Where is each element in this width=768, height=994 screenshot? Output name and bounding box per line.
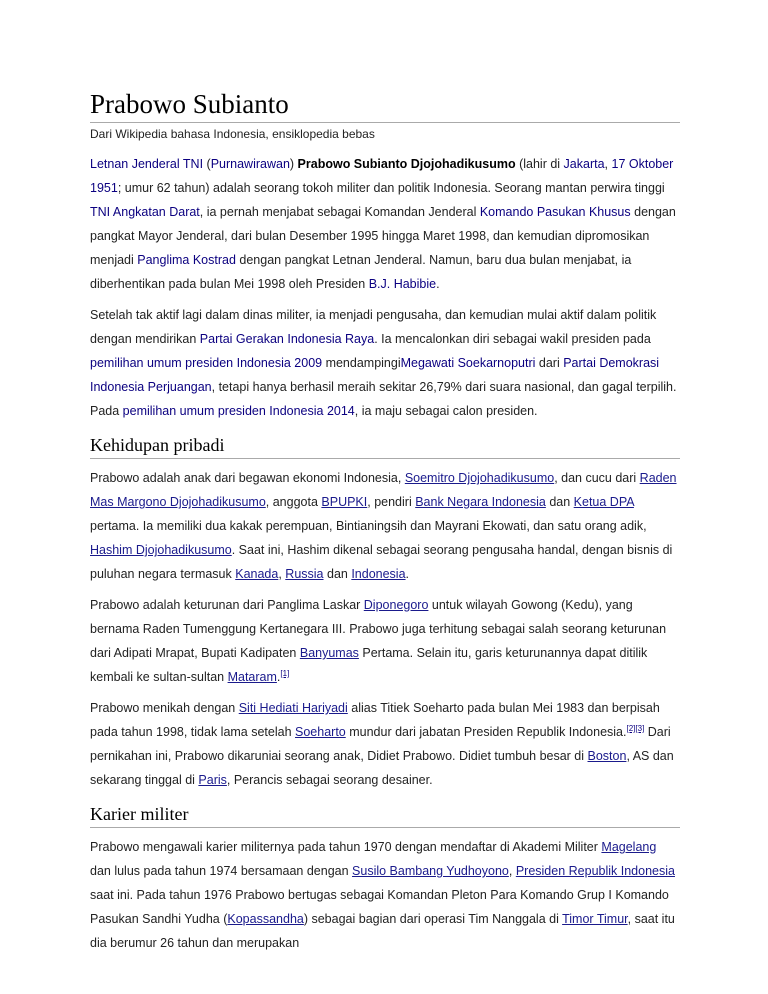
text: mundur dari jabatan Presiden Republik Indonesia. xyxy=(345,725,627,739)
text: , tetapi hanya berhasil meraih sekitar 26,79% dari suara nasional, dan gagal terpilih. Pada xyxy=(90,380,677,418)
section2-paragraph-1 xyxy=(90,835,680,955)
text: dengan pangkat Mayor Jenderal, dari bulan Desember 1995 hingga Maret 1998, dan kemudian dipromosikan menjadi xyxy=(90,205,676,267)
section1-paragraph-3 xyxy=(90,696,680,792)
text: ) sebagai bagian dari operasi Tim Nanggala di xyxy=(303,912,563,926)
link-partai-gerindra[interactable]: Partai Gerakan Indonesia Raya xyxy=(199,332,375,346)
link-bj-habibie[interactable]: B.J. Habibie xyxy=(368,277,437,291)
text: , dan cucu dari xyxy=(554,471,640,485)
text: ( xyxy=(203,157,211,171)
text: , saat itu dia berumur 26 tahun dan merupakan xyxy=(90,912,675,950)
article xyxy=(90,0,680,962)
intro-paragraph-1 xyxy=(90,152,680,296)
text: , AS dan sekarang tinggal di xyxy=(90,749,674,787)
link-soemitro[interactable]: Soemitro Djojohadikusumo xyxy=(404,471,555,485)
link-timor-timur[interactable]: Timor Timur xyxy=(562,912,628,926)
link-pilpres-2014[interactable]: pemilihan umum presiden Indonesia 2014 xyxy=(122,404,355,418)
text: . Ia mencalonkan diri sebagai wakil presiden pada xyxy=(374,332,651,346)
site-tagline: Dari Wikipedia bahasa Indonesia, ensiklopedia bebas xyxy=(90,127,375,141)
text: ) xyxy=(289,157,298,171)
text: , pendiri xyxy=(367,495,416,509)
text: , anggota xyxy=(265,495,322,509)
text: dan lulus pada tahun 1974 bersamaan dengan xyxy=(90,864,353,878)
reference-3[interactable]: [3] xyxy=(635,723,645,733)
section1-paragraph-2 xyxy=(90,593,680,689)
reference-1[interactable]: [1] xyxy=(280,668,290,678)
text: Prabowo menikah dengan xyxy=(90,701,239,715)
text: Prabowo adalah keturunan dari Panglima Laskar xyxy=(90,598,364,612)
link-kanada[interactable]: Kanada xyxy=(235,567,279,581)
text: dari xyxy=(535,356,564,370)
link-banyumas[interactable]: Banyumas xyxy=(299,646,359,660)
link-pdip[interactable]: Partai Demokrasi Indonesia Perjuangan xyxy=(90,356,660,394)
text: untuk wilayah Gowong (Kedu), yang bernama Raden Tumenggung Kertanegara III. Prabowo juga terhitung sebagai salah seorang keturunan dari Adipati Mrapat, Bupati Kadipaten xyxy=(90,598,667,660)
text: dan xyxy=(545,495,574,509)
link-siti-hediati[interactable]: Siti Hediati Hariyadi xyxy=(238,701,348,715)
page-title: Prabowo Subianto xyxy=(90,88,680,123)
text: , xyxy=(278,567,286,581)
text: , ia pernah menjabat sebagai Komandan Jenderal xyxy=(199,205,480,219)
section-heading-kehidupan-pribadi: Kehidupan pribadi xyxy=(90,433,680,459)
text: saat ini. Pada tahun 1976 Prabowo bertugas sebagai Komandan Pleton Para Komando Grup I Komando Pasukan Sandhi Yudha ( xyxy=(90,888,669,926)
text: . xyxy=(405,567,410,581)
link-soeharto[interactable]: Soeharto xyxy=(295,725,346,739)
link-margono[interactable]: Raden Mas Margono Djojohadikusumo xyxy=(90,471,677,509)
link-paris[interactable]: Paris xyxy=(198,773,227,787)
text: Setelah tak aktif lagi dalam dinas militer, ia menjadi pengusaha, dan kemudian mulai aktif dalam politik dengan mendirikan xyxy=(90,308,657,346)
text: pertama. Ia memiliki dua kakak perempuan, Bintianingsih dan Mayrani Ekowati, dan satu orang adik, xyxy=(90,519,647,533)
link-ketua-dpa[interactable]: Ketua DPA xyxy=(573,495,634,509)
text: mendampingi xyxy=(322,356,401,370)
text: dan xyxy=(323,567,352,581)
link-letnan-jenderal-tni[interactable]: Letnan Jenderal TNI xyxy=(90,157,204,171)
text: alias Titiek Soeharto pada bulan Mei 1983 dan berpisah pada tahun 1998, tidak lama setelah xyxy=(90,701,660,739)
link-presiden-ri[interactable]: Presiden Republik Indonesia xyxy=(515,864,675,878)
link-17-oktober[interactable]: 17 Oktober xyxy=(611,157,674,171)
link-magelang[interactable]: Magelang xyxy=(601,840,657,854)
text: , xyxy=(508,864,516,878)
text: ; umur 62 tahun) adalah seorang tokoh militer dan politik Indonesia. Seorang mantan perwira tinggi xyxy=(117,181,665,195)
text: dengan pangkat Letnan Jenderal. Namun, baru dua bulan menjabat, ia diberhentikan pada bulan Mei 1998 oleh Presiden xyxy=(90,253,632,291)
link-tni-angkatan-darat[interactable]: TNI Angkatan Darat xyxy=(90,205,200,219)
link-panglima-kostrad[interactable]: Panglima Kostrad xyxy=(137,253,236,267)
bold-full-name: Prabowo Subianto Djojohadikusumo xyxy=(297,157,516,171)
text: , ia maju sebagai calon presiden. xyxy=(354,404,538,418)
link-bpupki[interactable]: BPUPKI xyxy=(321,495,368,509)
link-bank-negara-indonesia[interactable]: Bank Negara Indonesia xyxy=(415,495,546,509)
link-russia[interactable]: Russia xyxy=(285,567,324,581)
text: , Perancis sebagai seorang desainer. xyxy=(226,773,433,787)
reference-2[interactable]: [2] xyxy=(626,723,636,733)
link-purnawirawan[interactable]: Purnawirawan xyxy=(210,157,290,171)
link-kopassandha[interactable]: Kopassandha xyxy=(227,912,304,926)
link-mataram[interactable]: Mataram xyxy=(227,670,277,684)
text: . xyxy=(276,670,281,684)
link-pilpres-2009[interactable]: pemilihan umum presiden Indonesia 2009 xyxy=(90,356,323,370)
text: Dari pernikahan ini, Prabowo dikaruniai seorang anak, Didiet Prabowo. Didiet tumbuh besar di xyxy=(90,725,671,763)
section1-paragraph-1 xyxy=(90,466,680,586)
link-1951[interactable]: 1951 xyxy=(90,181,118,195)
intro-paragraph-2 xyxy=(90,303,680,423)
link-megawati[interactable]: Megawati Soekarnoputri xyxy=(400,356,536,370)
text: (lahir di xyxy=(515,157,564,171)
link-boston[interactable]: Boston xyxy=(587,749,627,763)
link-hashim[interactable]: Hashim Djojohadikusumo xyxy=(90,543,232,557)
text: Prabowo mengawali karier militernya pada tahun 1970 dengan mendaftar di Akademi Militer xyxy=(90,840,602,854)
text: Prabowo adalah anak dari begawan ekonomi Indonesia, xyxy=(90,471,405,485)
text: , xyxy=(604,157,612,171)
link-diponegoro[interactable]: Diponegoro xyxy=(363,598,429,612)
text: Pertama. Selain itu, garis keturunannya dapat ditilik kembali ke sultan-sultan xyxy=(90,646,648,684)
section-heading-karier-militer: Karier militer xyxy=(90,802,680,828)
text: . xyxy=(436,277,440,291)
link-indonesia[interactable]: Indonesia xyxy=(351,567,406,581)
link-sby[interactable]: Susilo Bambang Yudhoyono xyxy=(352,864,509,878)
link-jakarta[interactable]: Jakarta xyxy=(563,157,605,171)
text: . Saat ini, Hashim dikenal sebagai seorang pengusaha handal, dengan bisnis di puluhan negara termasuk xyxy=(90,543,673,581)
link-komando-pasukan-khusus[interactable]: Komando Pasukan Khusus xyxy=(479,205,631,219)
